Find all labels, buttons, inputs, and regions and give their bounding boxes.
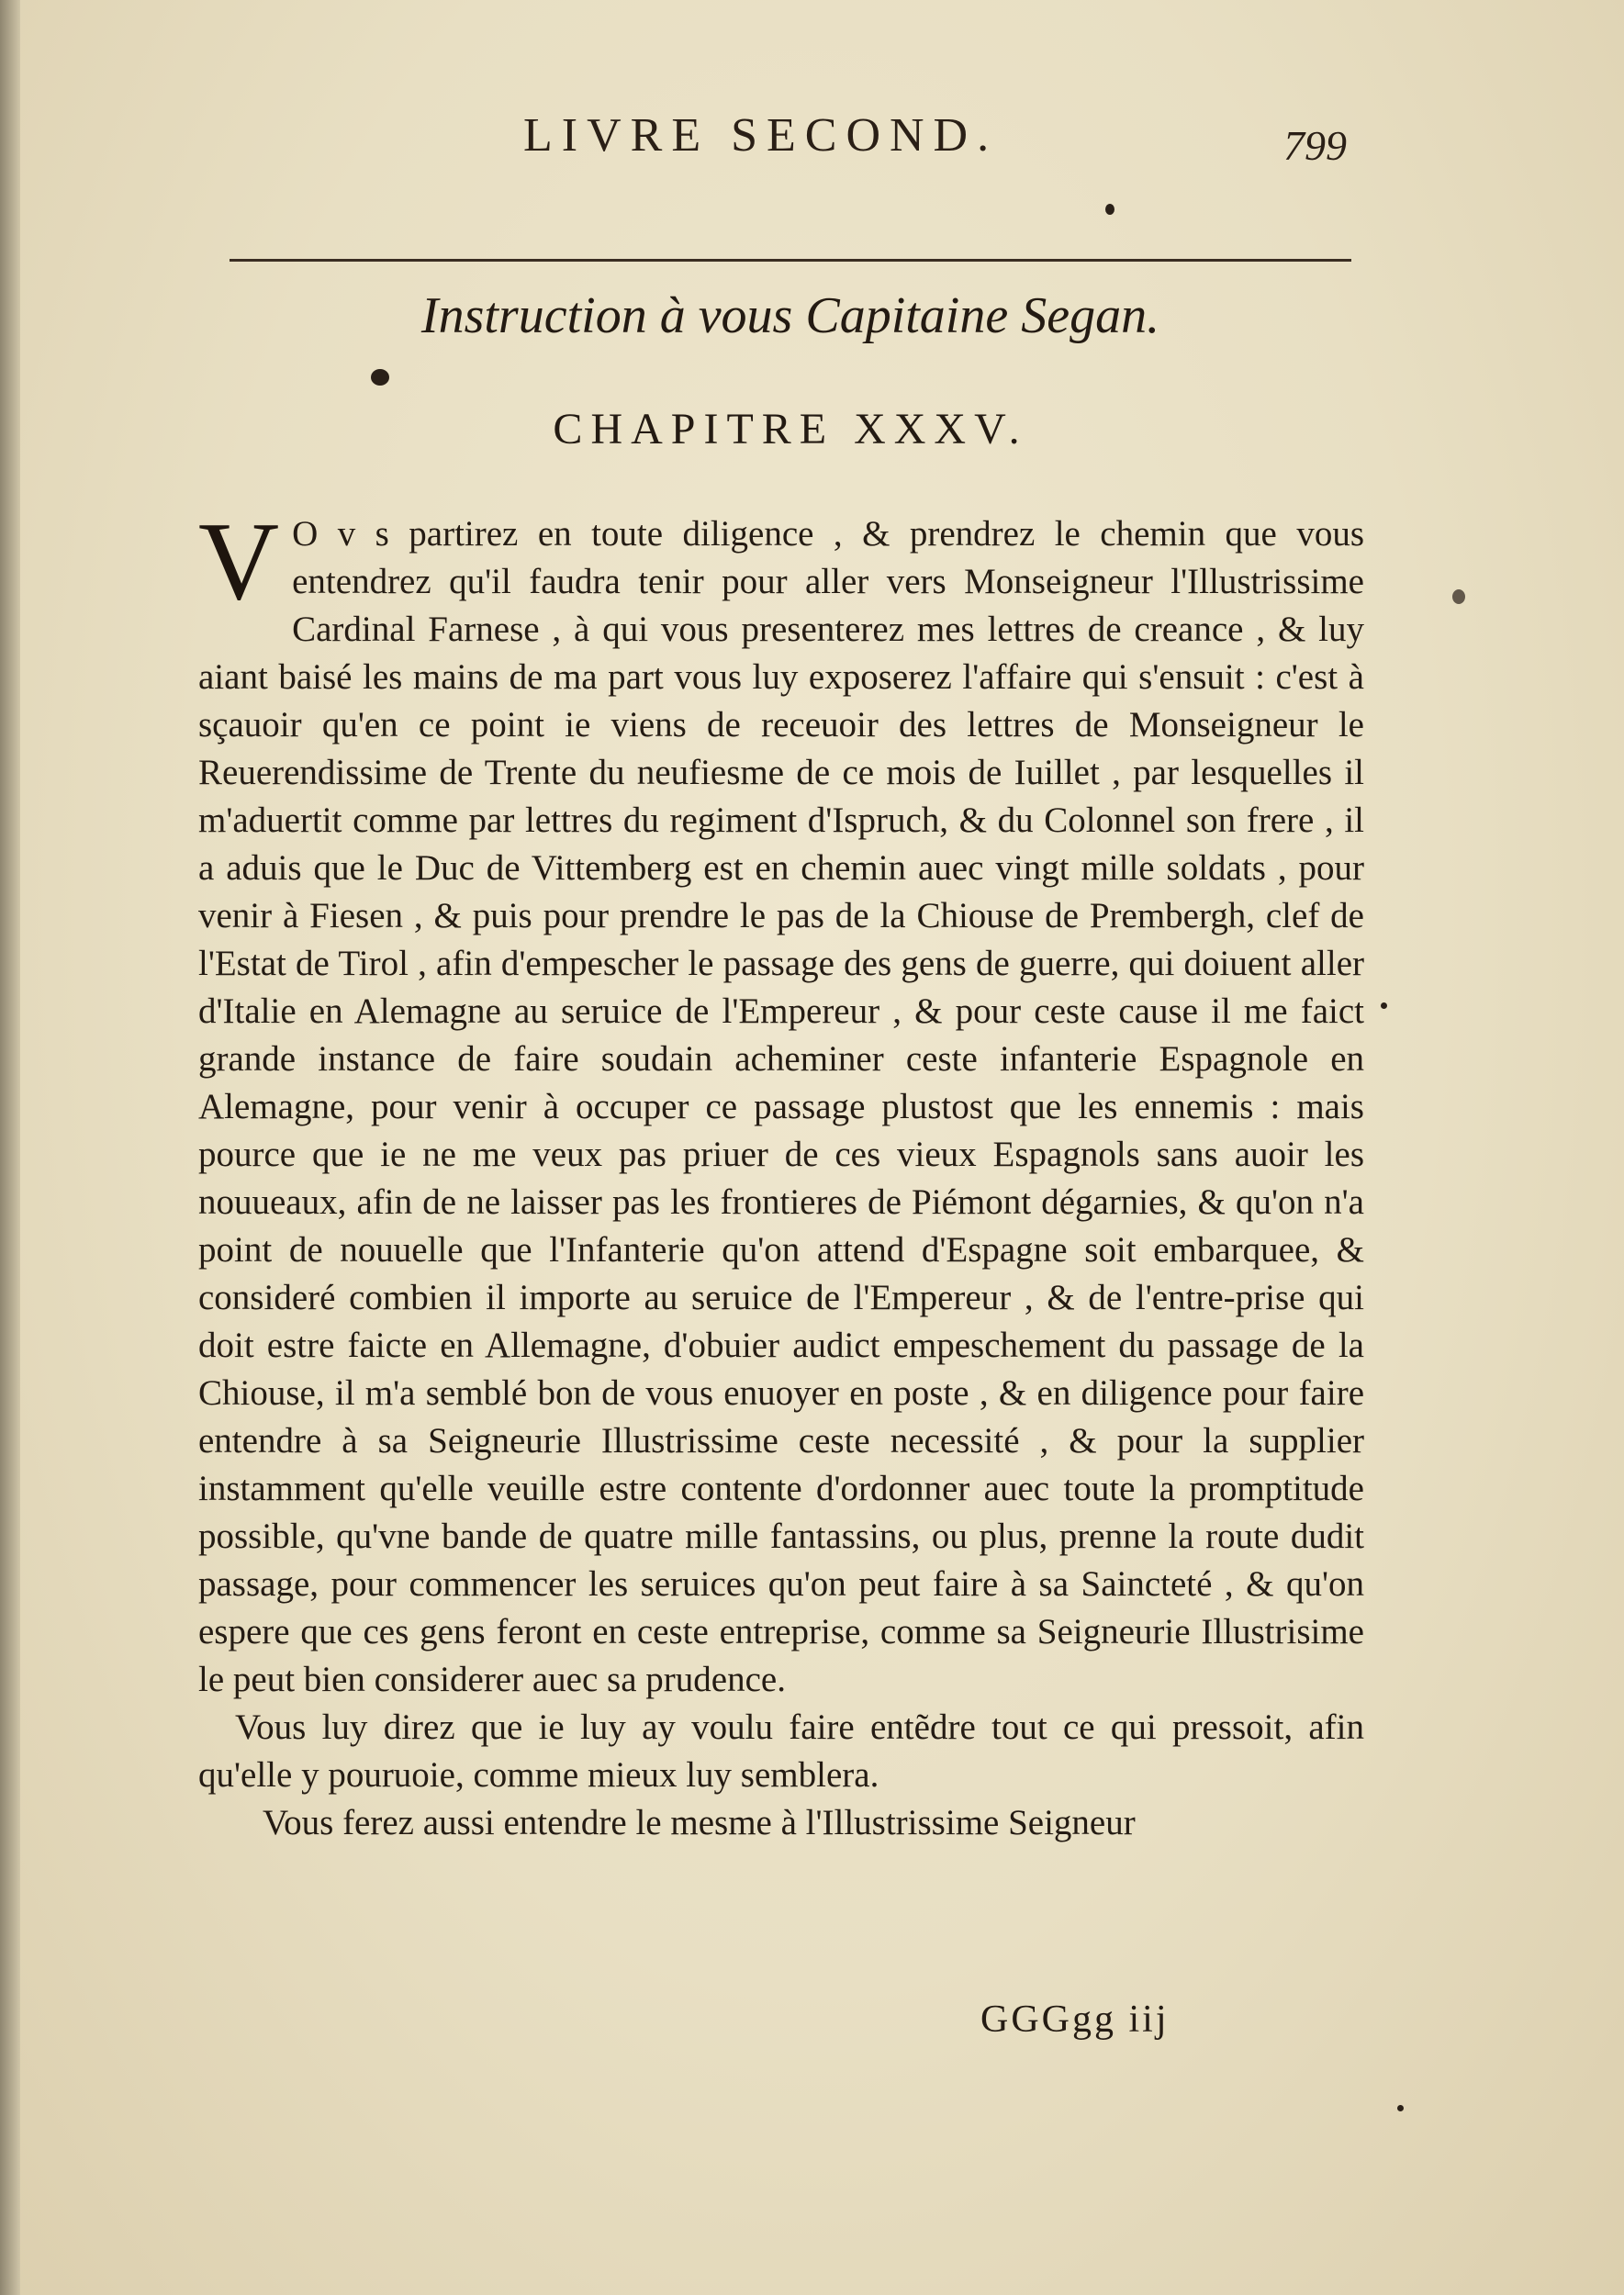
- chapter-title: CHAPITRE XXXV.: [553, 405, 1028, 453]
- section-heading: Instruction à vous Capitaine Segan.: [420, 287, 1160, 344]
- ink-spot: [1381, 1002, 1387, 1009]
- ink-spot: [1452, 589, 1465, 604]
- drop-cap: V: [198, 499, 280, 623]
- paragraph-2: Vous luy direz que ie luy ay voulu faire entẽdre tout ce qui pressoit, afin qu'elle y pouruoie, comme mieux luy semblera.: [198, 1707, 1364, 1795]
- ink-spot: [1397, 2105, 1404, 2111]
- page-number: 799: [1283, 122, 1347, 169]
- paragraph-1-text: vous entendrez qu'il faudra tenir pour aller vers Monseigneur l'Illustrissime Cardinal Farnese , à qui vous presenterez mes lettres de creance , & luy aiant baisé les mains de ma part vous luy exposerez l'affaire qui s'ensuit : c'est à sçauoir qu'en ce point ie viens de receuoir des lettres de Monseigneur le Reuerendissime de Trente du neufiesme de ce mois de Iuillet , par lesquelles il m'aduertit comme par lettres du regiment d'Ispruch, & du Colonnel son frere , il a aduis que le Duc de Vittemberg est en chemin auec vingt mille soldats , pour venir à Fiesen , & puis pour prendre le pas de la Chiouse de Prembergh, clef de l'Estat de Tirol , afin d'empescher le passage des gens de guerre, qui doiuent aller d'Italie en Alemagne au seruice de l'Empereur , & pour ceste cause il me faict grande instance de faire soudain acheminer ceste infanterie Espagnole en Alemagne, pour venir à occuper ce passage plustost que les ennemis : mais pource que ie ne me veux pas priuer de ces vieux Espagnols sans auoir les nouueaux, afin de ne laisser pas les frontieres de Piémont dégarnies, & qu'on n'a point de nouuelle que l'Infanterie qu'on attend d'Espagne soit embarquee, & consideré combien il importe au seruice de l'Empereur , & de l'entre-prise qui doit estre faicte en Allemagne, d'obuier audict empeschement du passage de la Chiouse, il m'a semblé bon de vous enuoyer en poste , & en diligence pour faire entendre à sa Seigneurie Illustrissime ceste necessité , & pour la supplier instamment qu'elle veuille estre contente d'ordonner auec toute la promptitude possible, qu'vne bande de quatre mille fantassins, ou plus, prenne la route dudit passage, pour commencer les seruices qu'on peut faire à sa Saincteté , & qu'on espere que ces gens feront en ceste entreprise, comme sa Seigneurie Illustrisime le peut bien considerer auec sa prudence.: [198, 514, 1364, 1699]
- paragraph-1: [198, 499, 1364, 1704]
- ink-spot: [371, 369, 389, 386]
- running-head: LIVRE SECOND.: [523, 109, 999, 162]
- body-text: [198, 499, 1364, 1847]
- header-rule: [230, 259, 1351, 262]
- paragraph-1-first-line: O v s partirez en toute diligence , & prendrez le chemin que: [292, 514, 1277, 554]
- signature-mark: GGGgg iij: [980, 1998, 1170, 2041]
- page-gutter-shadow: [0, 0, 20, 2295]
- paragraph-3: Vous ferez aussi entendre le mesme à l'Illustrissime Seigneur: [263, 1803, 1136, 1842]
- ink-spot: [1105, 204, 1114, 215]
